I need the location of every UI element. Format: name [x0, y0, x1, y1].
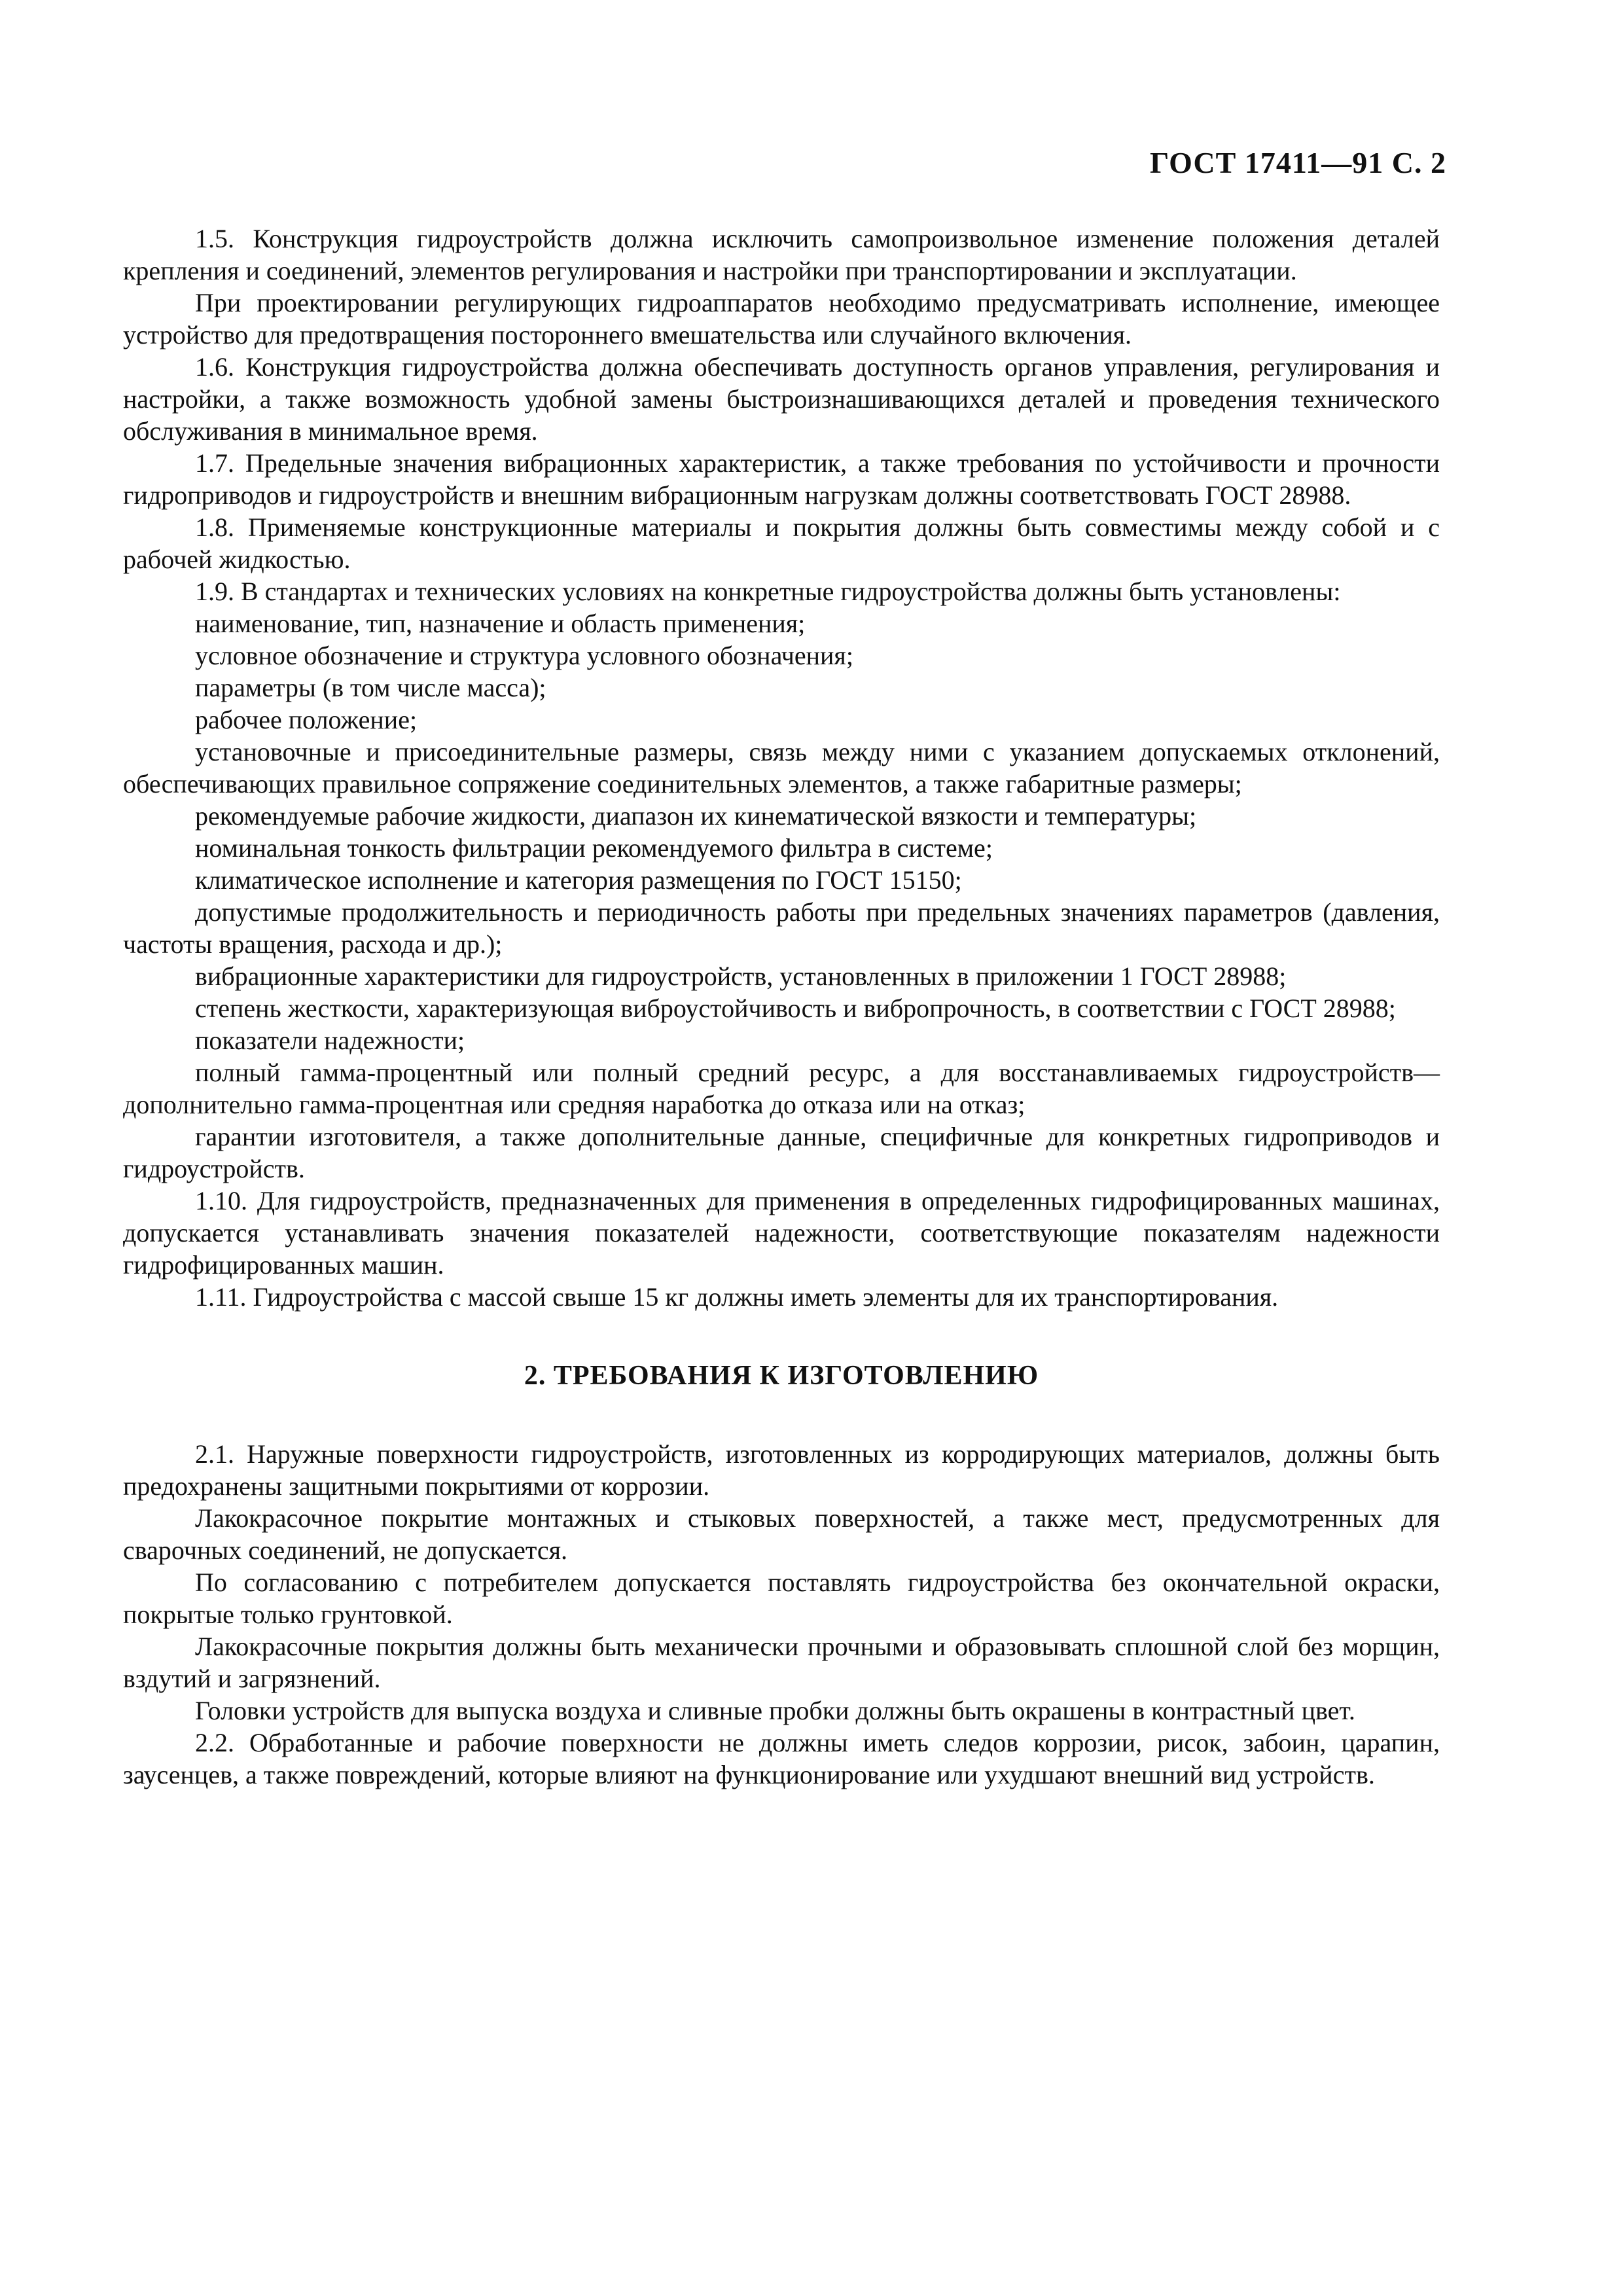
- list-item: климатическое исполнение и категория размещения по ГОСТ 15150;: [195, 865, 962, 895]
- paragraph: 1.6. Конструкция гидроустройства должна обеспечивать доступность органов управления, регулирования и настройки, а также возможность удобной замены быстроизнашивающихся деталей и проведения технического обслуживания в минимальное время.: [123, 352, 1440, 446]
- list-item: номинальная тонкость фильтрации рекомендуемого фильтра в системе;: [195, 833, 993, 863]
- list-item: показатели надежности;: [195, 1026, 465, 1055]
- page-header: ГОСТ 17411—91 С. 2: [1149, 146, 1446, 179]
- paragraph: При проектировании регулирующих гидроаппаратов необходимо предусматривать исполнение, имеющее устройство для предотвращения постороннего вмешательства или случайного включения.: [123, 288, 1440, 350]
- paragraph: Лакокрасочные покрытия должны быть механически прочными и образовывать сплошной слой без морщин, вздутий и загрязнений.: [123, 1632, 1440, 1693]
- list-item: наименование, тип, назначение и область применения;: [195, 609, 806, 638]
- list-item: рабочее положение;: [195, 705, 418, 734]
- list-item: полный гамма-процентный или полный средний ресурс, а для восстанавливаемых гидроустройств—дополнительно гамма-процентная или средняя наработка до отказа или на отказ;: [123, 1058, 1440, 1119]
- paragraph: Лакокрасочное покрытие монтажных и стыковых поверхностей, а также мест, предусмотренных для сварочных соединений, не допускается.: [123, 1503, 1440, 1565]
- list-item: гарантии изготовителя, а также дополнительные данные, специфичные для конкретных гидроприводов и гидроустройств.: [123, 1122, 1440, 1183]
- list-item: вибрационные характеристики для гидроустройств, установленных в приложении 1 ГОСТ 28988;: [195, 961, 1287, 991]
- paragraph: 2.1. Наружные поверхности гидроустройств, изготовленных из корродирующих материалов, должны быть предохранены защитными покрытиями от коррозии.: [123, 1439, 1440, 1501]
- paragraph: 1.11. Гидроустройства с массой свыше 15 кг должны иметь элементы для их транспортирования.: [195, 1282, 1279, 1312]
- paragraph: 1.5. Конструкция гидроустройств должна исключить самопроизвольное изменение положения деталей крепления и соединений, элементов регулирования и настройки при транспортировании и эксплуатации.: [123, 224, 1440, 285]
- paragraph: 1.8. Применяемые конструкционные материалы и покрытия должны быть совместимы между собой и с рабочей жидкостью.: [123, 512, 1440, 574]
- paragraph: Головки устройств для выпуска воздуха и сливные пробки должны быть окрашены в контрастный цвет.: [195, 1696, 1355, 1725]
- paragraph: 2.2. Обработанные и рабочие поверхности не должны иметь следов коррозии, рисок, забоин, царапин, заусенцев, а также повреждений, которые влияют на функционирование или ухудшают внешний вид устройств.: [123, 1728, 1440, 1789]
- paragraph: По согласованию с потребителем допускается поставлять гидроустройства без окончательной окраски, покрытые только грунтовкой.: [123, 1568, 1440, 1629]
- body-text: [123, 223, 1440, 1791]
- paragraph: 1.10. Для гидроустройств, предназначенных для применения в определенных гидрофицированных машинах, допускается устанавливать значения показателей надежности, соответствующие показателям надежности гидрофицированных машин.: [123, 1186, 1440, 1280]
- list-item: допустимые продолжительность и периодичность работы при предельных значениях параметров (давления, частоты вращения, расхода и др.);: [123, 897, 1440, 959]
- list-item: рекомендуемые рабочие жидкости, диапазон их кинематической вязкости и температуры;: [195, 801, 1197, 831]
- paragraph: 1.7. Предельные значения вибрационных характеристик, а также требования по устойчивости и прочности гидроприводов и гидроустройств и внешним вибрационным нагрузкам должны соответствовать ГОСТ 28988.: [123, 448, 1440, 510]
- list-item: степень жесткости, характеризующая виброустойчивость и вибропрочность, в соответствии с ГОСТ 28988;: [195, 994, 1396, 1023]
- list-item: параметры (в том числе масса);: [195, 673, 546, 702]
- list-item: установочные и присоединительные размеры, связь между ними с указанием допускаемых отклонений, обеспечивающих правильное сопряжение соединительных элементов, а также габаритные размеры;: [123, 737, 1440, 798]
- list-item: условное обозначение и структура условного обозначения;: [195, 641, 853, 670]
- paragraph: 1.9. В стандартах и технических условиях на конкретные гидроустройства должны быть установлены:: [195, 577, 1341, 606]
- section-title: 2. ТРЕБОВАНИЯ К ИЗГОТОВЛЕНИЮ: [524, 1361, 1039, 1391]
